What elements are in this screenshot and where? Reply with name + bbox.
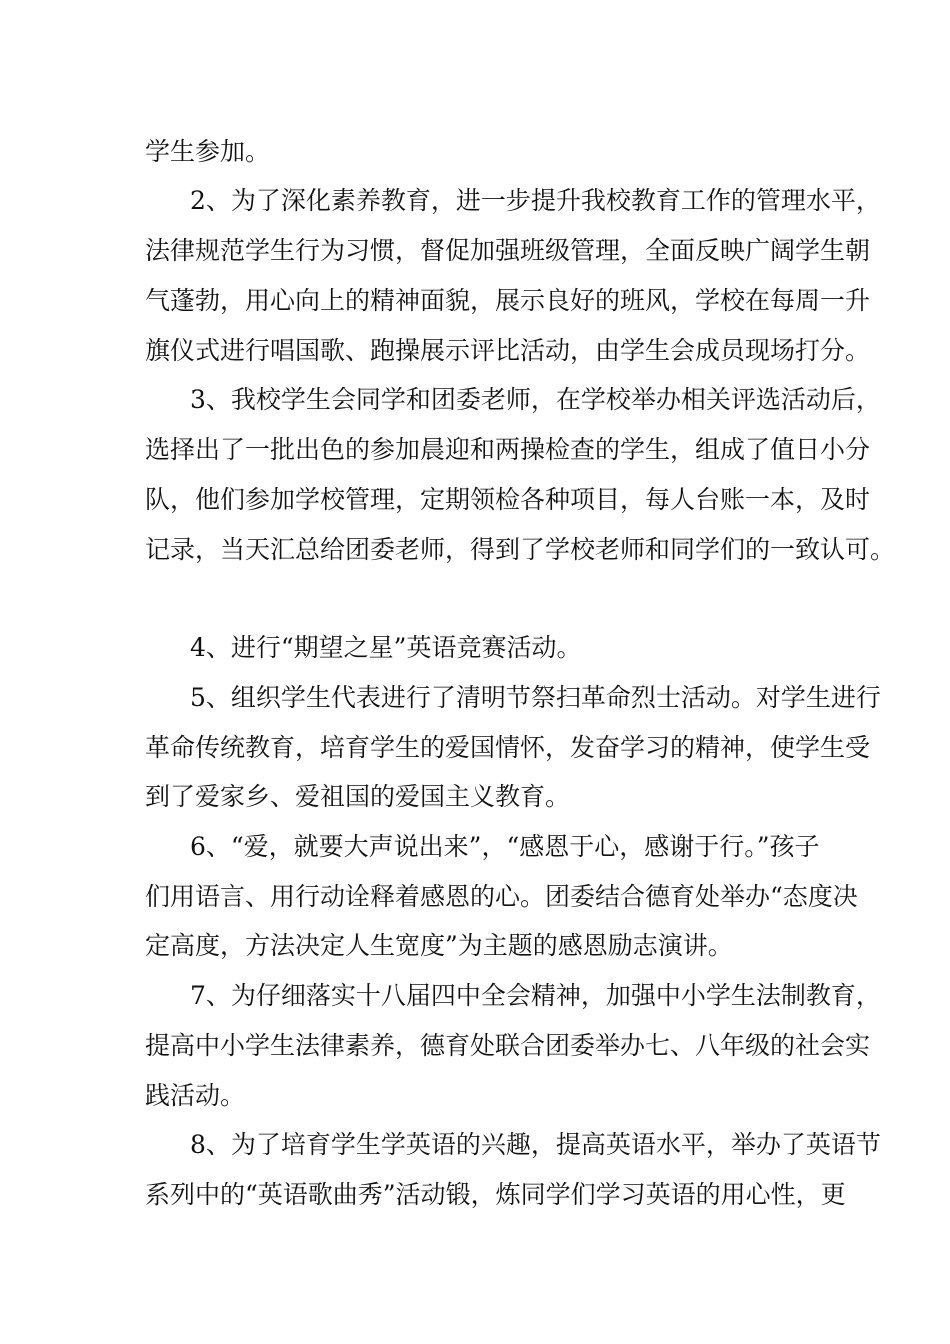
text-line: 选择出了一批出色的参加晨迎和两操检查的学生，组成了值日小分 (145, 435, 871, 464)
paragraph-3-start: 3、我校学生会同学和团委老师，在学校举办相关评选活动后， (190, 385, 881, 414)
text-line: 记录，当天汇总给团委老师，得到了学校老师和同学们的一致认可。 (145, 535, 896, 564)
text-line: 提高中小学生法律素养，德育处联合团委举办七、八年级的社会实 (145, 1031, 871, 1060)
text-line: 法律规范学生行为习惯，督促加强班级管理，全面反映广阔学生朝 (145, 236, 871, 265)
text-line: 革命传统教育，培育学生的爱国情怀，发奋学习的精神，使学生受 (145, 733, 871, 762)
paragraph-7-start: 7、为仔细落实十八届四中全会精神，加强中小学生法制教育， (190, 981, 881, 1010)
paragraph-4-start: 4、进行“期望之星”英语竞赛活动。 (190, 633, 582, 662)
text-line: 旗仪式进行唱国歌、跑操展示评比活动，由学生会成员现场打分。 (145, 336, 871, 365)
text-line: 定高度，方法决定人生宽度”为主题的感恩励志演讲。 (145, 931, 733, 960)
paragraph-5-start: 5、组织学生代表进行了清明节祭扫革命烈士活动。对学生进行 (190, 683, 881, 712)
text-line: 践活动。 (145, 1081, 246, 1110)
text-line: 学生参加。 (145, 137, 271, 166)
text-line: 到了爱家乡、爱祖国的爱国主义教育。 (145, 782, 571, 811)
paragraph-2-start: 2、为了深化素养教育，进一步提升我校教育工作的管理水平， (190, 186, 881, 215)
text-line: 们用语言、用行动诠释着感恩的心。团委结合德育处举办“态度决 (145, 882, 858, 911)
paragraph-6-start: 6、“爱，就要大声说出来”，“感恩于心，感谢于行。”孩子 (190, 832, 820, 861)
text-line: 系列中的“英语歌曲秀”活动锻，炼同学们学习英语的用心性，更 (145, 1180, 846, 1209)
text-line: 气蓬勃，用心向上的精神面貌，展示良好的班风，学校在每周一升 (145, 286, 871, 315)
paragraph-8-start: 8、为了培育学生学英语的兴趣，提高英语水平，举办了英语节 (190, 1130, 881, 1159)
text-line: 队，他们参加学校管理，定期领检各种项目，每人台账一本，及时 (145, 485, 871, 514)
